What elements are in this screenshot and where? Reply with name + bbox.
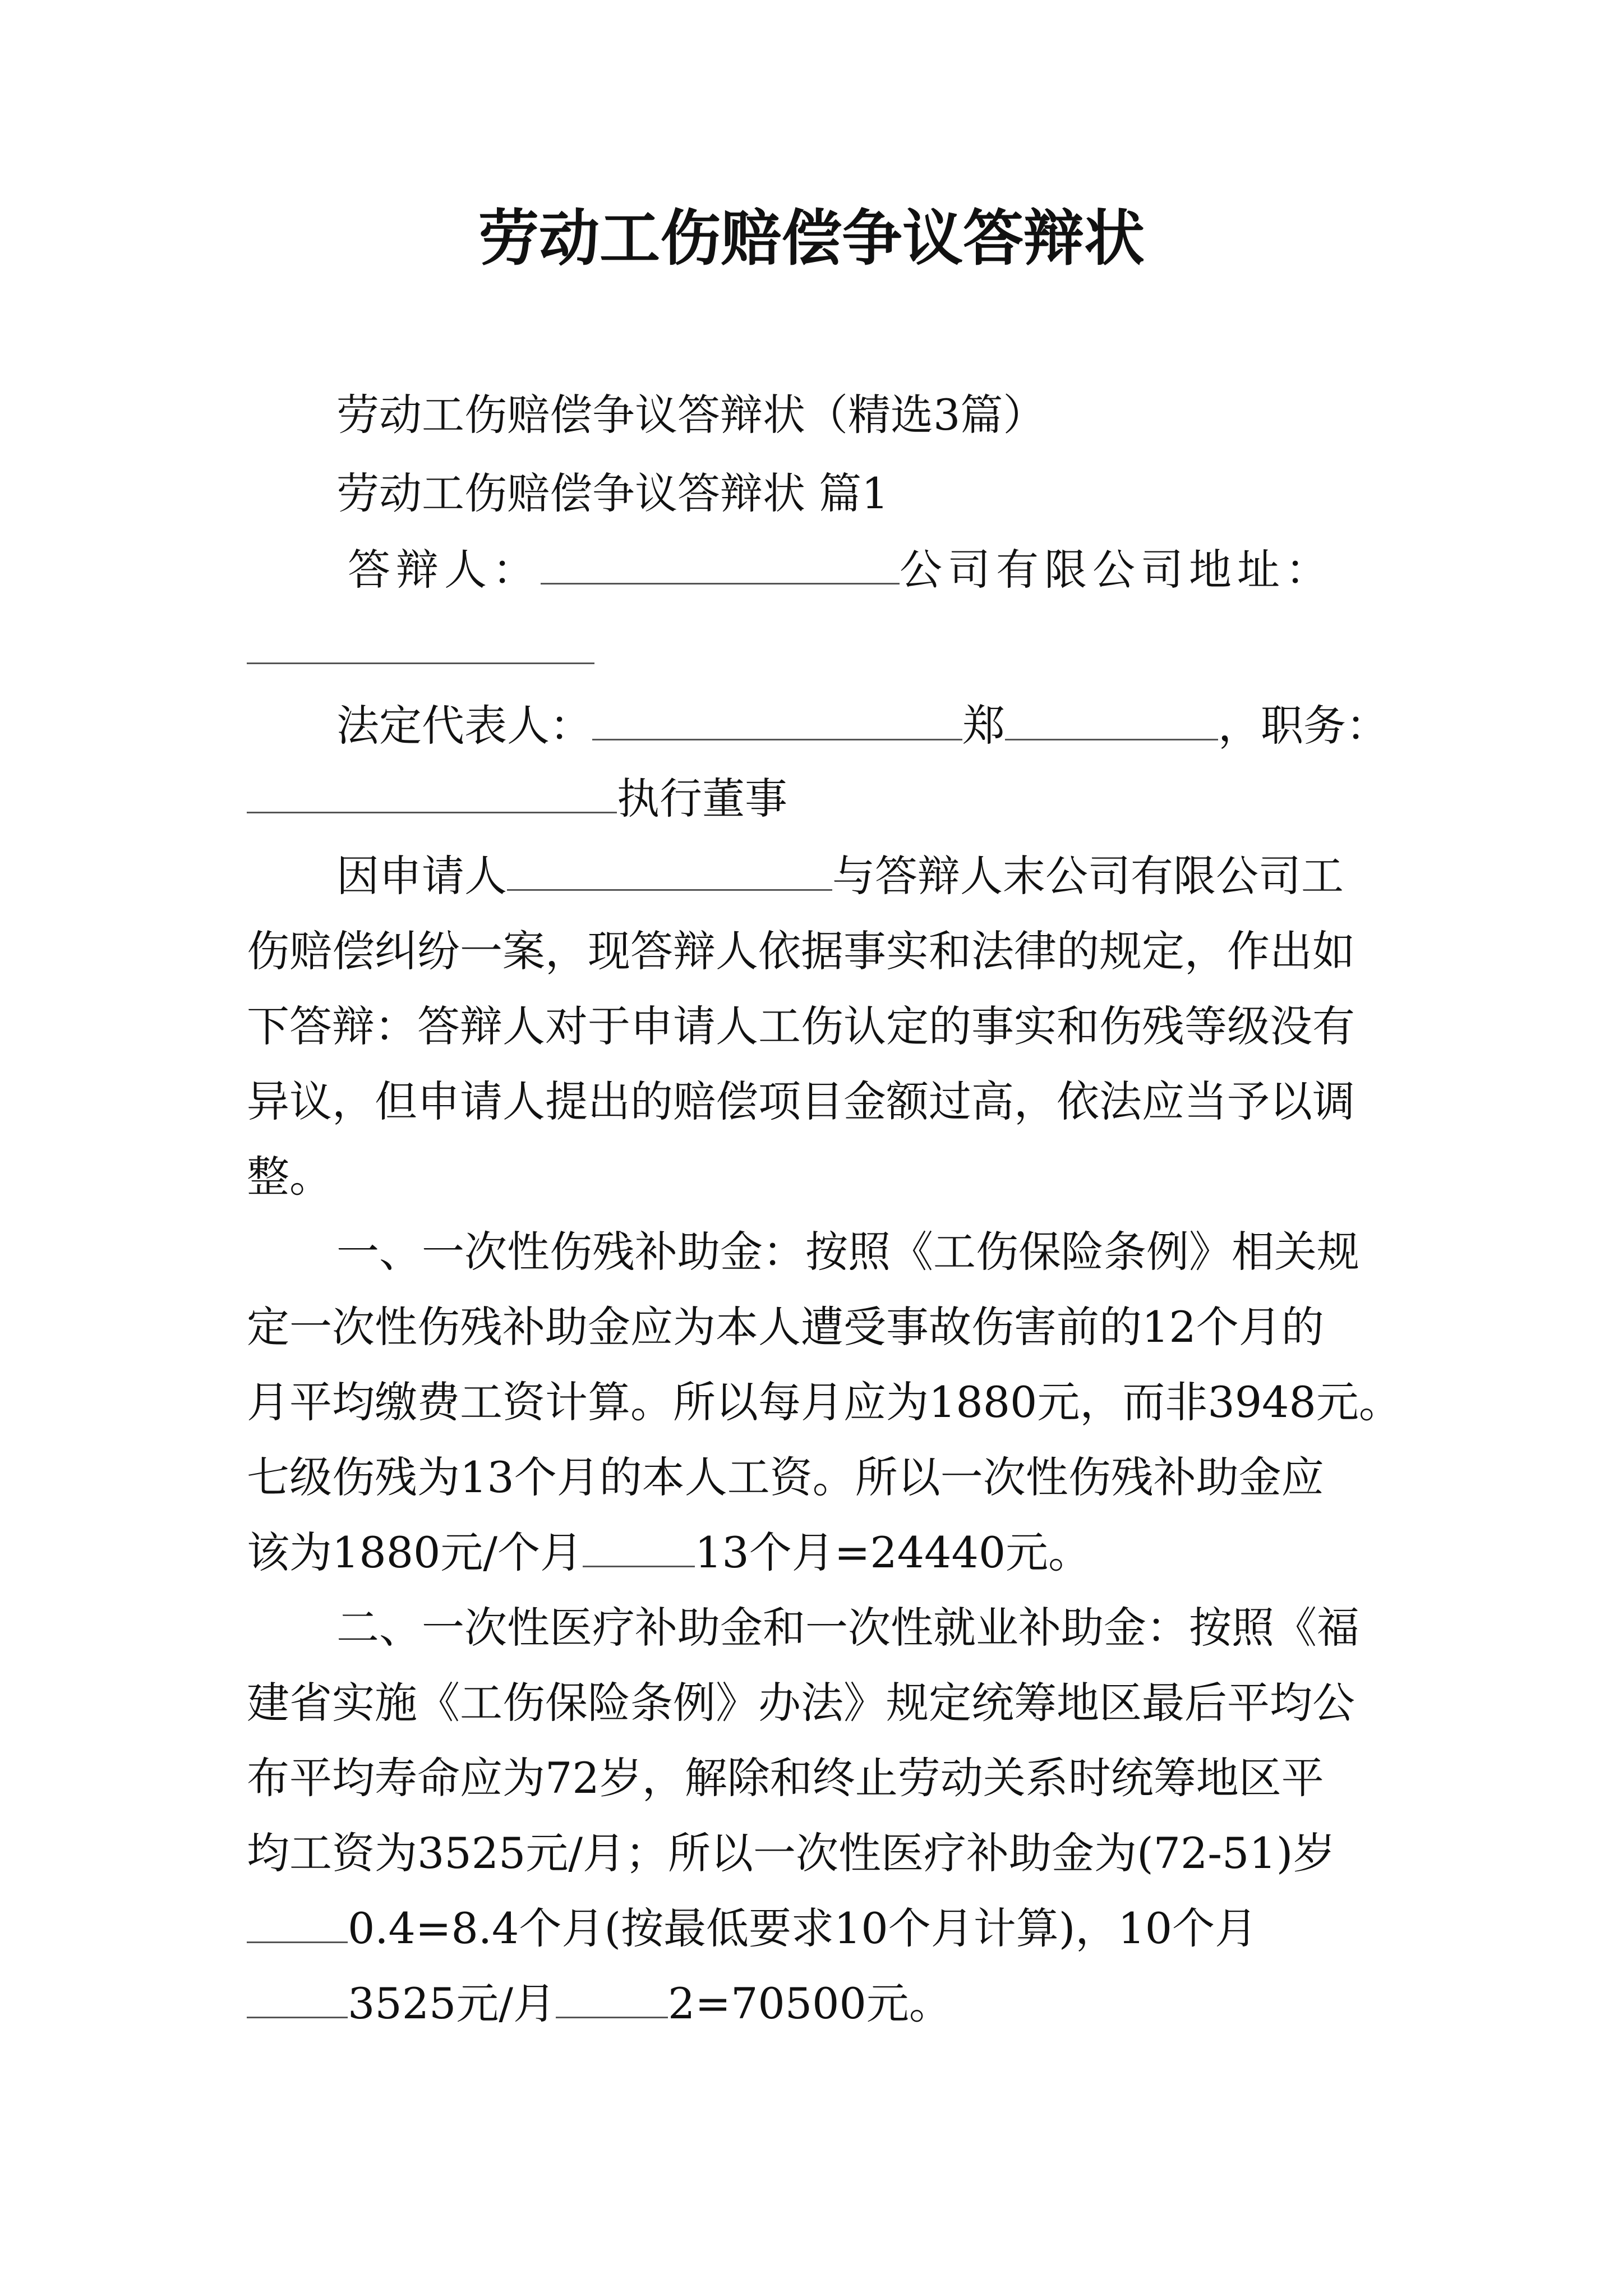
address-blank [247,623,594,664]
p1-text-1b: 与答辩人末公司有限公司工 [832,851,1344,901]
p2-line-4: 七级伤残为13个月的本人工资。所以一次性伤残补助金应 [247,1452,1324,1502]
p1-line-3: 下答辩：答辩人对于申请人工伤认定的事实和伤残等级没有 [247,1001,1355,1051]
p3-text-5: 0.4=8.4个月(按最低要求10个月计算)，10个月 [348,1903,1258,1953]
p3-line-1: 二、一次性医疗补助金和一次性就业补助金：按照《福 [336,1603,1359,1653]
p2-line-3: 月平均缴费工资计算。所以每月应为1880元，而非3948元。 [247,1377,1401,1427]
p3-blank-1 [247,1902,348,1943]
legal-rep-line [336,698,1389,754]
p3-blank-2 [247,1977,348,2018]
p3-line-2: 建省实施《工伤保险条例》办法》规定统筹地区最后平均公 [247,1678,1355,1728]
respondent-line [348,542,1334,598]
p3-line-6 [247,1976,952,2032]
p1-line-5: 整。 [247,1152,332,1202]
respondent-label: 答辩人： [348,545,541,595]
position-label: ，职务： [1218,701,1389,751]
legal-rep-label: 法定代表人： [336,701,592,751]
subtitle: 劳动工伤赔偿争议答辩状（精选3篇） [336,390,1046,440]
p1-line-1 [336,848,1344,904]
p2-line-5 [247,1525,1091,1581]
address-line [247,622,594,678]
section-heading: 劳动工伤赔偿争议答辩状 篇1 [336,468,889,518]
legal-rep-surname: 郑 [962,701,1005,751]
p3-blank-3 [556,1977,668,2018]
position-blank [247,772,617,813]
position-value: 执行董事 [617,774,787,823]
position-line [247,771,787,827]
p3-text-6b: 2=70500元。 [668,1978,952,2028]
p1-line-4: 异议，但申请人提出的赔偿项目金额过高，依法应当予以调 [247,1076,1355,1126]
company-suffix: 公司有限公司地址： [900,545,1334,595]
legal-rep-blank-2 [1005,700,1218,740]
p2-text-5b: 13个月=24440元。 [695,1527,1091,1577]
p2-text-5a: 该为1880元/个月 [247,1527,583,1577]
p2-line-1: 一、一次性伤残补助金：按照《工伤保险条例》相关规 [336,1227,1359,1277]
p3-line-5 [247,1901,1257,1957]
respondent-blank [541,544,900,585]
legal-rep-blank-1 [592,700,962,740]
p3-text-6a: 3525元/月 [348,1978,556,2028]
p1-text-1a: 因申请人 [336,851,507,901]
p3-line-3: 布平均寿命应为72岁，解除和终止劳动关系时统筹地区平 [247,1753,1324,1803]
page-title: 劳动工伤赔偿争议答辩状 [478,203,1145,274]
p3-line-4: 均工资为3525元/月；所以一次性医疗补助金为(72-51)岁 [247,1828,1336,1878]
p1-line-2: 伤赔偿纠纷一案，现答辩人依据事实和法律的规定，作出如 [247,926,1355,976]
p2-blank [583,1526,695,1567]
p2-line-2: 定一次性伤残补助金应为本人遭受事故伤害前的12个月的 [247,1302,1324,1352]
applicant-blank [507,850,832,891]
